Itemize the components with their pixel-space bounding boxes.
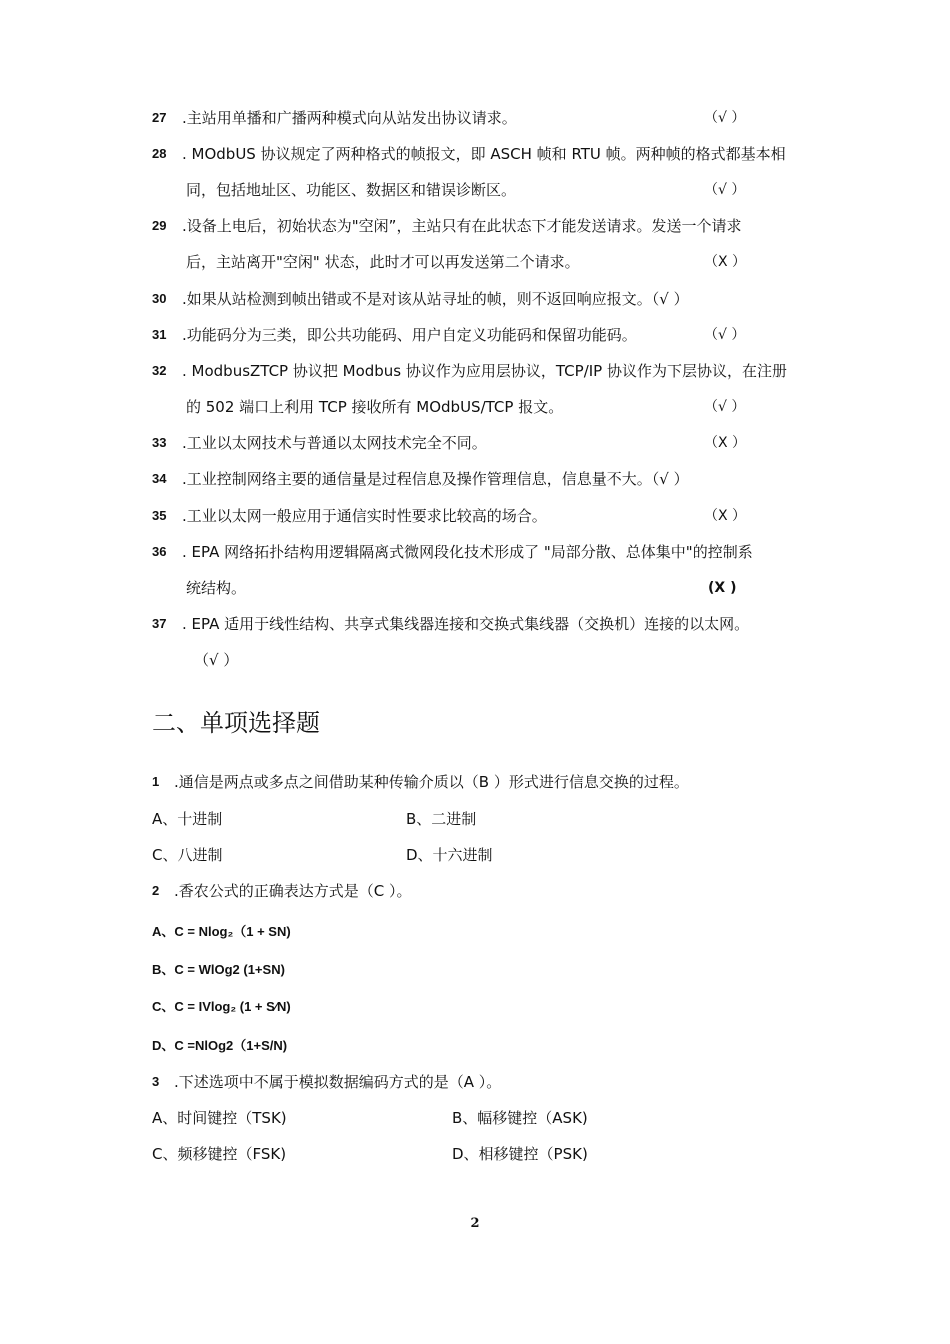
option-d: D、十六进制 <box>406 846 493 864</box>
option-c: C、八进制 <box>152 846 223 864</box>
item-text: .如果从站检测到帧出错或不是对该从站寻址的帧，则不返回响应报文。（√ ） <box>182 290 689 308</box>
answer-mark: （√ ） <box>704 182 746 198</box>
item-text: .工业以太网技术与普通以太网技术完全不同。 <box>182 434 487 452</box>
item-number: 36 <box>152 544 167 559</box>
item-number: 30 <box>152 291 167 306</box>
question-text: .下述选项中不属于模拟数据编码方式的是（A ）。 <box>174 1073 502 1091</box>
answer-mark: （√ ） <box>704 327 746 343</box>
item-number: 35 <box>152 508 167 523</box>
item-text: .功能码分为三类，即公共功能码、用户自定义功能码和保留功能码。 <box>182 326 637 344</box>
item-number: 37 <box>152 616 167 631</box>
answer-mark: （X ） <box>704 508 747 524</box>
option-c: C、频移键控（FSK) <box>152 1145 287 1163</box>
question-text: .香农公式的正确表达方式是（C ）。 <box>174 882 412 900</box>
item-text: .主站用单播和广播两种模式向从站发出协议请求。 <box>182 109 517 127</box>
option-a: A、时间键控（TSK) <box>152 1109 287 1127</box>
answer-mark: (X ) <box>708 580 737 596</box>
question-number: 3 <box>152 1074 160 1089</box>
option-b: B、幅移键控（ASK) <box>452 1109 588 1127</box>
answer-mark: （X ） <box>704 435 747 451</box>
option-d: D、C =NlOg2（1+S/N) <box>152 1038 288 1053</box>
page-number: 2 <box>470 1216 480 1231</box>
option-c: C、C = IVlog₂ (1 + S∕N) <box>152 999 291 1014</box>
option-a: A、十进制 <box>152 810 223 828</box>
item-text: . ModbusZTCP 协议把 Modbus 协议作为应用层协议，TCP/IP 协议作为下层协议，在注册 <box>182 362 787 380</box>
item-text: 同，包括地址区、功能区、数据区和错误诊断区。 <box>186 181 517 199</box>
option-d: D、相移键控（PSK) <box>452 1145 588 1163</box>
question-number: 2 <box>152 883 160 898</box>
question-number: 1 <box>152 774 160 789</box>
item-text: .设备上电后，初始状态为"空闲”，主站只有在此状态下才能发送请求。发送一个请求 <box>182 217 742 235</box>
section-heading: 二、单项选择题 <box>152 709 320 737</box>
item-text: . MOdbUS 协议规定了两种格式的帧报文，即 ASCH 帧和 RTU 帧。两种帧的格式都基本相 <box>182 145 786 163</box>
item-number: 33 <box>152 435 167 450</box>
item-text: . EPA 适用于线性结构、共享式集线器连接和交换式集线器（交换机）连接的以太网。 <box>182 615 750 633</box>
answer-mark: （X ） <box>704 254 747 270</box>
question-text: .通信是两点或多点之间借助某种传输介质以（B ）形式进行信息交换的过程。 <box>174 773 689 791</box>
item-number: 29 <box>152 218 167 233</box>
item-text: 后，主站离开"空闲" 状态，此时才可以再发送第二个请求。 <box>186 253 580 271</box>
item-text: .工业以太网一般应用于通信实时性要求比较高的场合。 <box>182 507 547 525</box>
item-number: 32 <box>152 363 167 378</box>
item-text: （√ ） <box>194 651 239 669</box>
item-text: 的 502 端口上利用 TCP 接收所有 MOdbUS/TCP 报文。 <box>186 398 564 416</box>
item-number: 27 <box>152 110 167 125</box>
item-number: 28 <box>152 146 167 161</box>
item-text: .工业控制网络主要的通信量是过程信息及操作管理信息，信息量不大。（√ ） <box>182 470 689 488</box>
item-number: 31 <box>152 327 167 342</box>
answer-mark: （√ ） <box>704 110 746 126</box>
item-text: . EPA 网络拓扑结构用逻辑隔离式微网段化技术形成了 "局部分散、总体集中"的控制系 <box>182 543 753 561</box>
option-a: A、C = Nlog₂（1 + SN) <box>152 924 291 939</box>
option-b: B、二进制 <box>406 810 477 828</box>
option-b: B、C = WlOg2 (1+SN) <box>152 962 285 977</box>
item-number: 34 <box>152 471 167 486</box>
answer-mark: （√ ） <box>704 399 746 415</box>
item-text: 统结构。 <box>186 579 247 597</box>
